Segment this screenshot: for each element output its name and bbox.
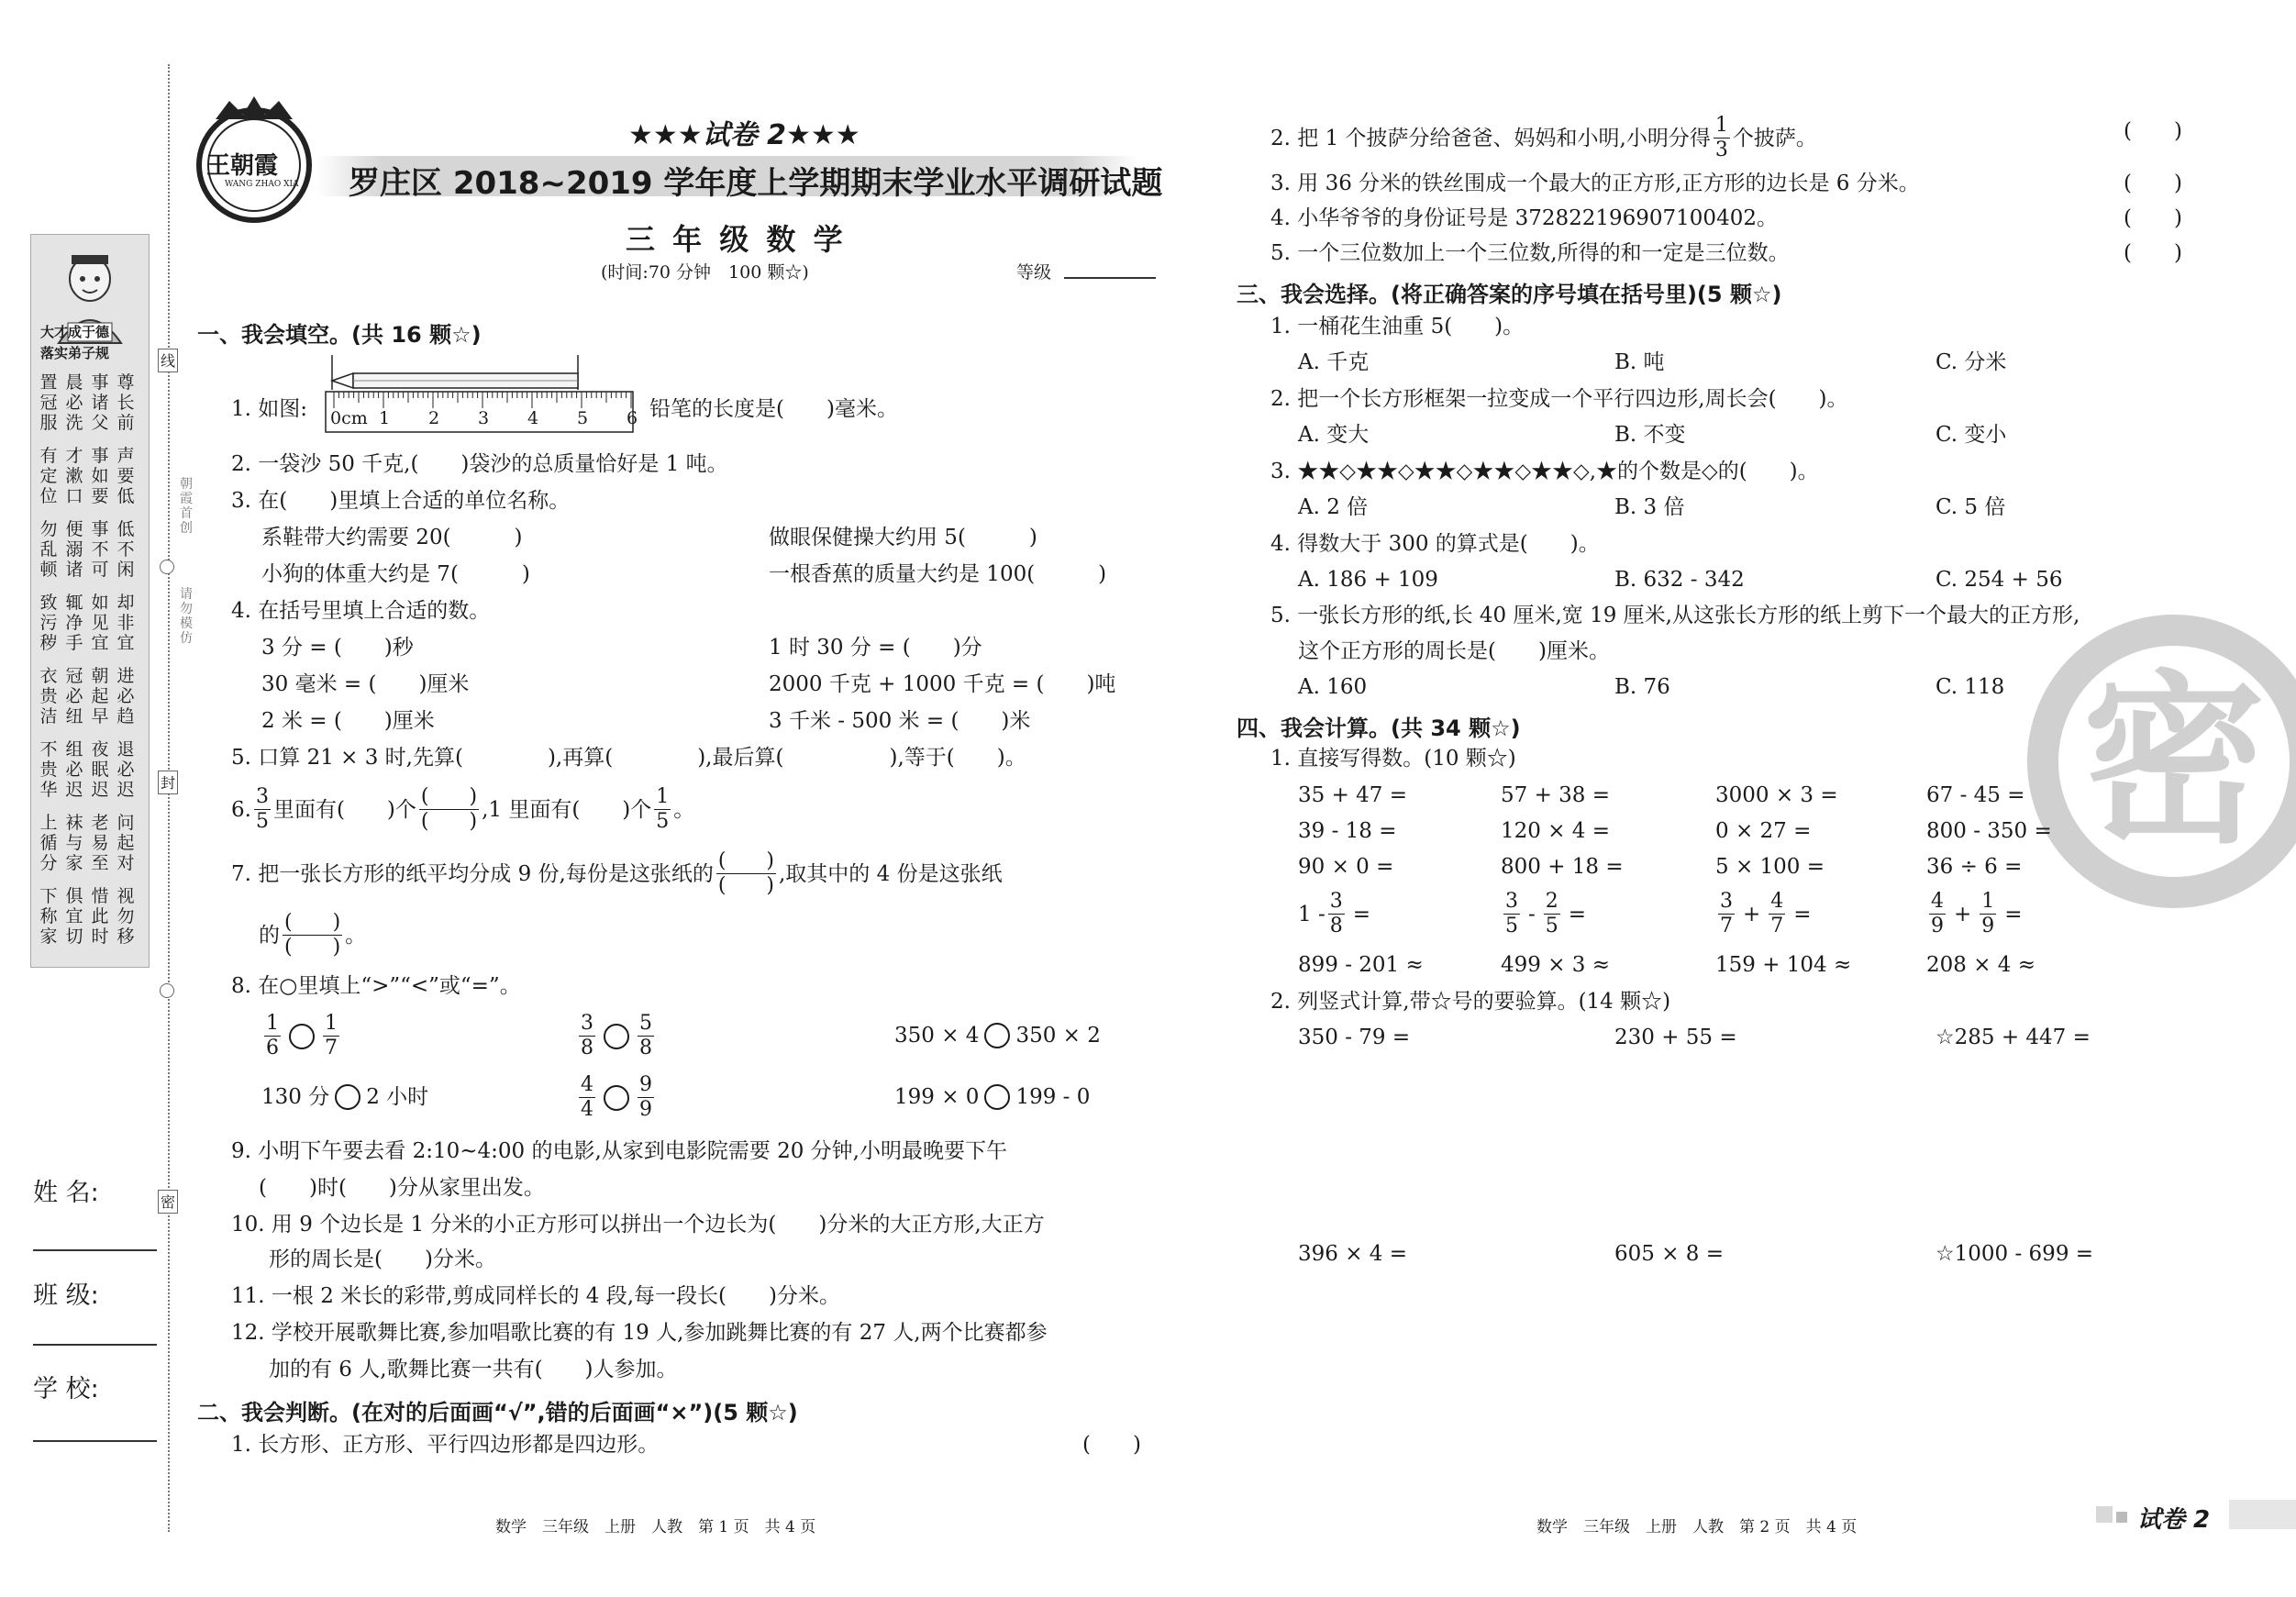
exam-title: 罗庄区 2018~2019 学年度上学期期末学业水平调研试题 — [349, 165, 1163, 202]
poem-block-group — [39, 666, 143, 732]
calc-r3-c3: 5 × 100 = — [1715, 855, 1825, 879]
poem-column: 却非宜 — [116, 593, 135, 653]
frac-num: 4 — [1931, 890, 1944, 913]
sec3-heading: 三、我会选择。(将正确答案的序号填在括号里)(5 颗☆) — [1237, 282, 1782, 307]
c2: 2. 把一个长方形框架一拉变成一个平行四边形,周长会( )。 — [1270, 387, 1848, 411]
q7-line2 — [259, 913, 366, 958]
q8-frac-a — [264, 1014, 281, 1059]
q6-end: 。 — [673, 797, 695, 822]
q7-blank-num-2[interactable]: ( ) — [284, 911, 341, 934]
cut-label-2: 封 — [158, 771, 178, 794]
q12-line1: 12. 学校开展歌舞比赛,参加唱歌比赛的有 19 人,参加跳舞比赛的有 27 人,两个比赛都参 — [231, 1321, 1048, 1345]
poem-column: 不贵华 — [39, 739, 58, 800]
poem-column: 组必迟 — [65, 739, 83, 800]
q5: 5. 口算 21 × 3 时,先算( ),再算( ),最后算( ),等于( )。 — [231, 746, 1026, 770]
q4a: 3 分 = ( )秒 — [261, 636, 414, 660]
ruler-label: 4 — [527, 408, 539, 428]
q7-blank-den-2[interactable]: ( ) — [284, 936, 341, 959]
frac-op: + — [1954, 902, 1972, 926]
ruler-label: 1 — [379, 408, 391, 428]
calc-frac-3 — [1715, 892, 1812, 937]
q6-blank-den[interactable]: ( ) — [420, 810, 478, 833]
q7-blank-den[interactable]: ( ) — [717, 874, 774, 897]
poem-column: 声要低 — [116, 446, 135, 506]
frac-den: 7 — [325, 1037, 338, 1059]
c5-line1: 5. 一张长方形的纸,长 40 厘米,宽 19 厘米,从这张长方形的纸上剪下一个最大的正方形, — [1270, 604, 2080, 627]
calc-frac-1 — [1298, 892, 1370, 937]
j1-answer[interactable]: ( ) — [1082, 1433, 1141, 1457]
binding-strip — [30, 234, 150, 968]
poem-column: 袜与家 — [65, 813, 83, 873]
sec4-heading: 四、我会计算。(共 34 颗☆) — [1237, 715, 1521, 741]
vert-4: 396 × 4 = — [1298, 1242, 1408, 1266]
frac-den: 8 — [639, 1037, 652, 1059]
poem-column: 勿乱顿 — [39, 519, 58, 580]
j5: 5. 一个三位数加上一个三位数,所得的和一定是三位数。 — [1270, 241, 1790, 265]
frac-num: 3 — [1329, 890, 1343, 913]
c1: 1. 一桶花生油重 5( )。 — [1270, 315, 1525, 338]
side-note-2: 请勿模仿 — [180, 587, 193, 646]
poem-block-group — [39, 813, 143, 879]
q8-expr-a: 130 分 — [261, 1085, 330, 1109]
j4: 4. 小华爷爷的身份证号是 372822196907100402。 — [1270, 206, 1778, 230]
q8-item-2 — [576, 1014, 657, 1059]
poem-column: 才漱口 — [65, 446, 83, 506]
cut-label-1: 线 — [158, 349, 178, 372]
frac-den: 8 — [1329, 915, 1343, 937]
poem-column: 尊长前 — [116, 372, 135, 433]
calc-r3-c1: 90 × 0 = — [1298, 855, 1394, 879]
frac — [1503, 892, 1520, 937]
q10-line1: 10. 用 9 个边长是 1 分米的小正方形可以拼出一个边长为( )分米的大正方形,大正方 — [231, 1213, 1045, 1237]
q4: 4. 在括号里填上合适的数。 — [231, 599, 491, 623]
q1-text: 铅笔的长度是( )毫米。 — [649, 397, 898, 421]
c1-opt-a[interactable]: A. 千克 — [1298, 350, 1370, 374]
q3: 3. 在( )里填上合适的单位名称。 — [231, 489, 571, 513]
paper-tag: 试卷 2 — [2137, 1506, 2211, 1534]
j2-prefix: 2. 把 1 个披萨分给爸爸、妈妈和小明,小明分得 — [1270, 126, 1711, 150]
frac-num: 1 — [266, 1012, 279, 1035]
c1-opt-b[interactable]: B. 吨 — [1614, 350, 1665, 374]
school-label: 学 校: — [33, 1375, 99, 1403]
q6-fraction — [254, 787, 271, 832]
j4-answer[interactable]: ( ) — [2124, 206, 2182, 230]
q6-prefix: 6. — [231, 797, 251, 822]
school-line[interactable] — [33, 1440, 157, 1442]
j5-answer[interactable]: ( ) — [2124, 241, 2182, 265]
frac — [1544, 892, 1560, 937]
vert-5: 605 × 8 = — [1614, 1242, 1725, 1266]
q8-item-4 — [261, 1083, 428, 1111]
poem-column: 事诸父 — [91, 372, 109, 433]
calc-sub2: 2. 列竖式计算,带☆号的要验算。(14 颗☆) — [1270, 990, 1671, 1014]
q4b: 1 时 30 分 = ( )分 — [769, 636, 982, 660]
frac-den: 9 — [639, 1098, 652, 1121]
poem-block-group — [39, 372, 143, 438]
q11: 11. 一根 2 米长的彩带,剪成同样长的 4 段,每一段长( )分米。 — [231, 1284, 840, 1308]
poem-column: 事如要 — [91, 446, 109, 506]
frac-den: 6 — [266, 1037, 279, 1059]
compare-circle[interactable] — [984, 1023, 1010, 1048]
q3b: 做眼保健操大约用 5( ) — [769, 526, 1037, 549]
j2-post: 个披萨。 — [1732, 126, 1817, 150]
poem-column: 俱宜切 — [65, 886, 83, 947]
poem-column: 如见宜 — [91, 593, 109, 653]
vert-3: ☆285 + 447 = — [1936, 1026, 2091, 1049]
poem-column: 低不闲 — [116, 519, 135, 580]
frac-den: 3 — [1714, 139, 1728, 161]
calc-r1-c3: 3000 × 3 = — [1715, 783, 1838, 807]
calc-r2-c4: 800 - 350 = — [1926, 819, 2052, 843]
secret-stamp — [2027, 615, 2296, 908]
q10-line2: 形的周长是( )分米。 — [269, 1248, 496, 1271]
q6-mid: 里面有( )个 — [272, 797, 416, 822]
q8-item-5 — [576, 1075, 657, 1120]
q6-fraction-2 — [654, 787, 671, 832]
frac-den: 5 — [1505, 915, 1518, 937]
c5-opt-a[interactable]: A. 160 — [1298, 675, 1368, 699]
calc-r2-c2: 120 × 4 = — [1501, 819, 1611, 843]
frac-num: 3 — [1505, 890, 1518, 913]
vert-2: 230 + 55 = — [1614, 1026, 1737, 1049]
calc-r1-c1: 35 + 47 = — [1298, 783, 1408, 807]
frac-op: + — [1743, 902, 1761, 926]
q6-mid2: ,1 里面有( )个 — [482, 797, 652, 822]
poem-block-group — [39, 886, 143, 952]
q8-frac-b — [323, 1014, 339, 1059]
grade-line[interactable] — [1064, 277, 1156, 279]
poem-block-group — [39, 593, 143, 659]
frac-den: 4 — [581, 1098, 593, 1121]
c2-opt-c[interactable]: C. 变小 — [1936, 423, 2007, 447]
q8-expr-b: 350 × 2 — [1015, 1024, 1101, 1048]
q9-line1: 9. 小明下午要去看 2:10~4:00 的电影,从家到电影院需要 20 分钟,小明最晚要下午 — [231, 1139, 1007, 1163]
q7-blank-fraction-2[interactable] — [283, 913, 342, 958]
tag-block-2 — [2116, 1512, 2127, 1523]
poem-column: 进必趋 — [116, 666, 135, 726]
q6-den2: 5 — [656, 810, 670, 833]
c3-opt-c[interactable]: C. 5 倍 — [1936, 495, 2006, 519]
frac — [1980, 892, 1996, 937]
footer-right: 数学 三年级 上册 人教 第 2 页 共 4 页 — [1536, 1518, 1858, 1536]
frac-num: 1 — [1714, 114, 1728, 137]
frac-num: 2 — [1545, 890, 1558, 913]
c4-opt-b[interactable]: B. 632 - 342 — [1614, 568, 1745, 592]
footer-left: 数学 三年级 上册 人教 第 1 页 共 4 页 — [495, 1518, 816, 1536]
poem-block-group — [39, 519, 143, 585]
name-label: 姓 名: — [33, 1179, 99, 1207]
poem-column: 冠必纽 — [65, 666, 83, 726]
frac-num: 3 — [581, 1012, 593, 1035]
q6-num: 3 — [255, 785, 269, 808]
subject-title: 三 年 级 数 学 — [626, 222, 847, 257]
compare-circle[interactable] — [289, 1024, 315, 1049]
q7-end: 。 — [345, 923, 367, 948]
ruler-label: 6 — [627, 408, 638, 428]
cut-label-3: 密 — [158, 1190, 178, 1214]
j2-fraction — [1714, 116, 1730, 161]
frac-den: 7 — [1770, 915, 1784, 937]
c3-opt-b[interactable]: B. 3 倍 — [1614, 495, 1685, 519]
sec1-heading: 一、我会填空。(共 16 颗☆) — [197, 322, 482, 348]
grade-label: 等级 — [1016, 262, 1052, 283]
time-info: (时间:70 分钟 100 颗☆) — [601, 262, 809, 283]
punch-hole-2 — [160, 983, 174, 998]
calc-frac-2 — [1501, 892, 1586, 937]
ruler-label: 0cm — [330, 408, 368, 428]
q6-blank-num[interactable]: ( ) — [420, 785, 478, 808]
est-3: 159 + 104 ≈ — [1715, 953, 1852, 977]
est-2: 499 × 3 ≈ — [1501, 953, 1611, 977]
poem-column: 视勿移 — [116, 886, 135, 947]
poem-column: 朝起早 — [91, 666, 109, 726]
q8: 8. 在○里填上“>”“<”或“=”。 — [231, 974, 521, 998]
frac — [1929, 892, 1946, 937]
vert-1: 350 - 79 = — [1298, 1026, 1411, 1049]
frac-num: 1 — [325, 1012, 338, 1035]
q7-l2: 的 — [259, 923, 280, 948]
q1-prefix: 1. 如图: — [231, 397, 308, 421]
poem-column: 事不可 — [91, 519, 109, 580]
c1-opt-c[interactable]: C. 分米 — [1936, 350, 2007, 374]
frac-den: 8 — [581, 1037, 593, 1059]
poem-block — [39, 372, 143, 959]
q4e: 2 米 = ( )厘米 — [261, 709, 435, 733]
q8-frac-a — [579, 1014, 595, 1059]
compare-circle[interactable] — [335, 1084, 360, 1110]
cut-line — [168, 64, 170, 1532]
frac-den: 9 — [1981, 915, 1995, 937]
ruler-label: 3 — [478, 408, 490, 428]
frac-num: 4 — [1770, 890, 1784, 913]
q8-expr-b: 199 - 0 — [1015, 1085, 1091, 1109]
poem-column: 衣贵洁 — [39, 666, 58, 726]
poem-column: 有定位 — [39, 446, 58, 506]
frac — [1769, 892, 1785, 937]
frac-num: 4 — [581, 1073, 593, 1096]
q4f: 3 千米 - 500 米 = ( )米 — [769, 709, 1031, 733]
calc-r1-c4: 67 - 45 = — [1926, 783, 2025, 807]
stamp-text: 密 — [2081, 655, 2266, 869]
c4-opt-a[interactable]: A. 186 + 109 — [1298, 568, 1438, 592]
j2-answer[interactable]: ( ) — [2124, 119, 2182, 143]
c3-opt-a[interactable]: A. 2 倍 — [1298, 495, 1369, 519]
q4d: 2000 千克 + 1000 千克 = ( )吨 — [769, 672, 1116, 696]
q8-frac-b — [638, 1014, 654, 1059]
poem-column: 辄净手 — [65, 593, 83, 653]
q4c: 30 毫米 = ( )厘米 — [261, 672, 470, 696]
q8-expr-a: 350 × 4 — [894, 1024, 980, 1048]
q7 — [231, 851, 1003, 896]
ruler-label: 5 — [577, 408, 589, 428]
poem-column: 退必迟 — [116, 739, 135, 800]
frac-op: - — [1528, 902, 1536, 926]
q7-prefix: 7. 把一张长方形的纸平均分成 9 份,每份是这张纸的 — [231, 861, 714, 886]
name-line[interactable] — [33, 1249, 157, 1251]
q6-blank-fraction[interactable] — [419, 787, 479, 832]
tag-bar — [2229, 1500, 2296, 1529]
motto-line-2: 落实弟子规 — [40, 345, 110, 361]
side-note-1: 朝霞首创 — [180, 477, 193, 536]
class-label: 班 级: — [33, 1281, 99, 1310]
c5-line2: 这个正方形的周长是( )厘米。 — [1298, 639, 1610, 663]
poem-column: 老易至 — [91, 813, 109, 873]
q8-expr-b: 2 小时 — [366, 1085, 429, 1109]
class-line[interactable] — [33, 1344, 157, 1346]
poem-column: 便溺诸 — [65, 519, 83, 580]
sec2-heading: 二、我会判断。(在对的后面画“√”,错的后面画“×”)(5 颗☆) — [197, 1400, 798, 1425]
q8-expr-a: 199 × 0 — [894, 1085, 980, 1109]
poem-block-group — [39, 446, 143, 512]
frac-post: = — [2004, 902, 2023, 926]
motto-line-1: 大才成于德 — [40, 324, 110, 340]
q8-item-1 — [261, 1014, 342, 1059]
frac-num: 3 — [1720, 890, 1733, 913]
calc-sub1: 1. 直接写得数。(10 颗☆) — [1270, 747, 1516, 771]
punch-hole-1 — [160, 560, 174, 574]
frac-den: 7 — [1720, 915, 1733, 937]
tag-block-1 — [2096, 1506, 2113, 1523]
poem-column: 下称家 — [39, 886, 58, 947]
ruler-label: 2 — [428, 408, 440, 428]
q3d: 一根香蕉的质量大约是 100( ) — [769, 562, 1107, 586]
calc-r2-c1: 39 - 18 = — [1298, 819, 1397, 843]
q2: 2. 一袋沙 50 千克,( )袋沙的总质量恰好是 1 吨。 — [231, 452, 728, 476]
q6 — [231, 787, 694, 832]
c4: 4. 得数大于 300 的算式是( )。 — [1270, 532, 1600, 556]
poem-block-group — [39, 739, 143, 805]
calc-r1-c2: 57 + 38 = — [1501, 783, 1611, 807]
frac-num: 9 — [639, 1073, 652, 1096]
frac-den: 9 — [1931, 915, 1944, 937]
poem-column: 夜眠迟 — [91, 739, 109, 800]
calc-r3-c2: 800 + 18 = — [1501, 855, 1624, 879]
paper-label: ★★★试卷 2★★★ — [628, 119, 860, 151]
poem-column: 晨必洗 — [65, 372, 83, 433]
q6-num2: 1 — [656, 785, 670, 808]
q3a: 系鞋带大约需要 20( ) — [261, 526, 523, 549]
brand-sub: WANG ZHAO XIA — [225, 180, 299, 189]
calc-frac-4 — [1926, 892, 2023, 937]
q7-blank-fraction[interactable] — [716, 851, 776, 896]
q9-line2: ( )时( )分从家里出发。 — [259, 1176, 545, 1200]
frac-post: = — [1793, 902, 1812, 926]
frac — [1328, 892, 1345, 937]
j1: 1. 长方形、正方形、平行四边形都是四边形。 — [231, 1433, 660, 1457]
c4-opt-c[interactable]: C. 254 + 56 — [1936, 568, 2063, 592]
poem-column: 致污秽 — [39, 593, 58, 653]
frac — [1718, 892, 1735, 937]
frac-pre: 1 - — [1298, 902, 1325, 926]
q8-item-3 — [894, 1022, 1101, 1049]
frac-num: 5 — [639, 1012, 652, 1035]
calc-r3-c4: 36 ÷ 6 = — [1926, 855, 2023, 879]
q6-den: 5 — [255, 810, 269, 833]
frac-num: 1 — [1981, 890, 1995, 913]
frac-den: 5 — [1545, 915, 1558, 937]
c2-opt-a[interactable]: A. 变大 — [1298, 423, 1370, 447]
q12-line2: 加的有 6 人,歌舞比赛一共有( )人参加。 — [269, 1358, 678, 1381]
frac-post: = — [1352, 902, 1370, 926]
c3: 3. ★★◇★★◇★★◇★★◇★★◇,★的个数是◇的( )。 — [1270, 460, 1819, 483]
q7-blank-num[interactable]: ( ) — [717, 849, 774, 872]
j3: 3. 用 36 分米的铁丝围成一个最大的正方形,正方形的边长是 6 分米。 — [1270, 172, 1920, 195]
q8-item-6 — [894, 1083, 1090, 1111]
q3c: 小狗的体重大约是 7( ) — [261, 562, 530, 586]
compare-circle[interactable] — [604, 1085, 629, 1111]
compare-circle[interactable] — [604, 1024, 629, 1049]
c5-opt-b[interactable]: B. 76 — [1614, 675, 1670, 699]
q8-frac-a — [579, 1075, 595, 1120]
calc-r2-c3: 0 × 27 = — [1715, 819, 1812, 843]
ruler-figure — [321, 353, 638, 436]
q8-frac-b — [638, 1075, 654, 1120]
poem-column: 问起对 — [116, 813, 135, 873]
j2 — [1270, 116, 1817, 161]
est-1: 899 - 201 ≈ — [1298, 953, 1424, 977]
j3-answer[interactable]: ( ) — [2124, 172, 2182, 195]
poem-column: 置冠服 — [39, 372, 58, 433]
c5-opt-c[interactable]: C. 118 — [1936, 675, 2005, 699]
est-4: 208 × 4 ≈ — [1926, 953, 2036, 977]
frac-post: = — [1568, 902, 1587, 926]
vert-6: ☆1000 - 699 = — [1936, 1242, 2094, 1266]
compare-circle[interactable] — [984, 1084, 1010, 1110]
brand-name: 王朝霞 — [206, 152, 279, 180]
q7-post: ,取其中的 4 份是这张纸 — [779, 861, 1003, 886]
poem-column: 上循分 — [39, 813, 58, 873]
poem-column: 惜此时 — [91, 886, 109, 947]
c2-opt-b[interactable]: B. 不变 — [1614, 423, 1686, 447]
